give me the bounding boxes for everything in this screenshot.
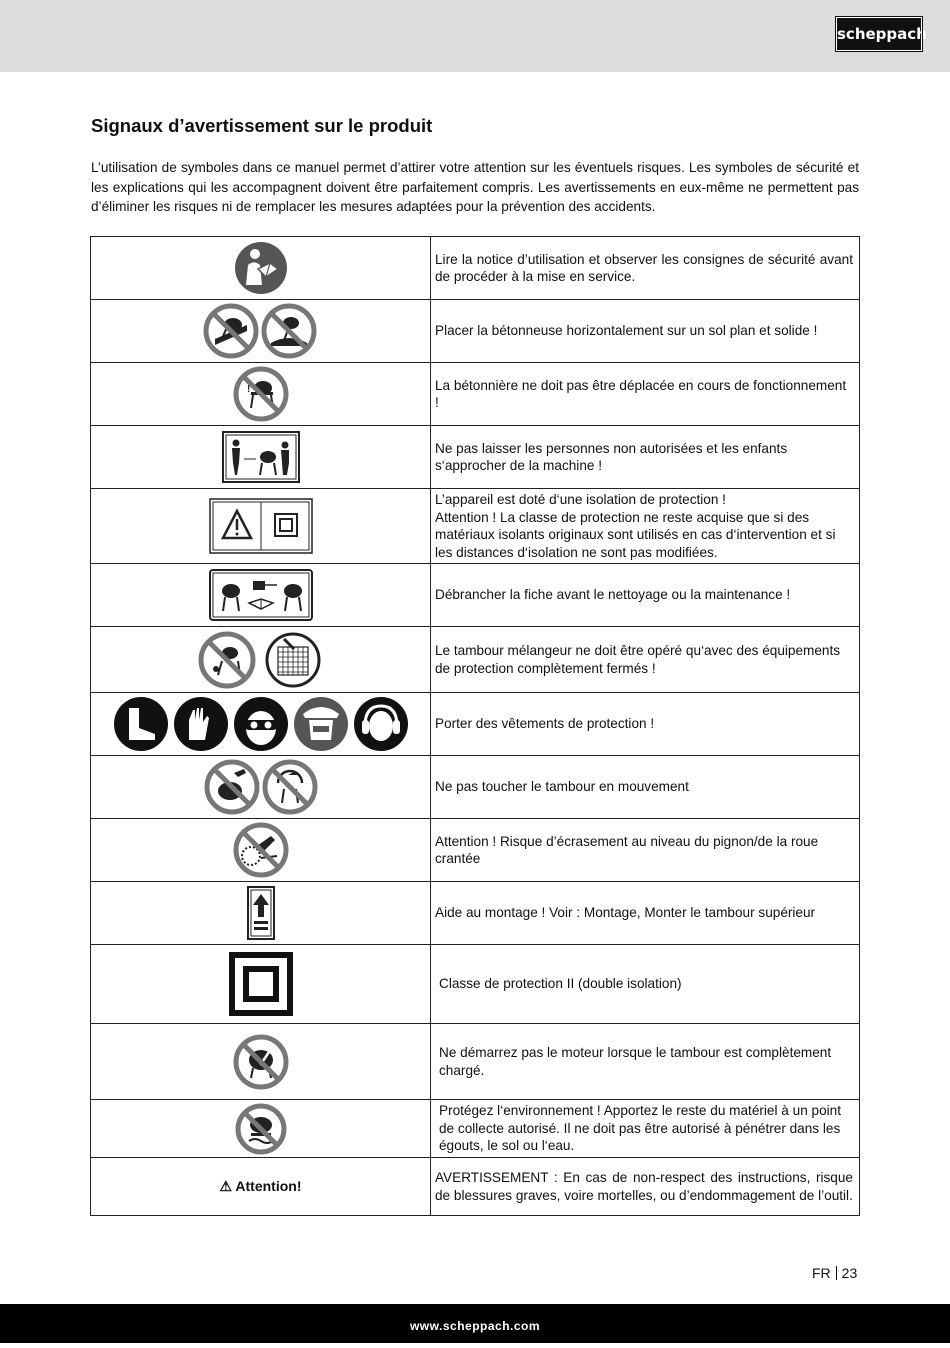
eye-protection-icon	[234, 697, 288, 751]
description-cell: Attention ! Risque d’écrasement au niveau du pignon/de la roue crantée	[431, 819, 860, 882]
description-cell: Aide au montage ! Voir : Montage, Monter le tambour supérieur	[431, 882, 860, 945]
symbol-cell	[91, 1158, 431, 1216]
symbol-cell	[91, 1024, 431, 1100]
description-cell: La bétonnière ne doit pas être déplacée en cours de fonctionnement !	[431, 363, 860, 426]
environment-icon	[235, 1103, 287, 1155]
symbol-cell	[91, 363, 431, 426]
class-ii-icon	[228, 951, 294, 1017]
description-cell: Ne pas toucher le tambour en mouvement	[431, 756, 860, 819]
description-line: L’appareil est doté d‘une isolation de protection !	[435, 492, 726, 507]
description-line: Attention ! La classe de protection ne reste acquise que si des matériaux isolants originaux sont utilisés en cas d‘intervention et si les distances d‘isolation ne sont pas modifiées.	[435, 509, 836, 560]
description-cell: Protégez l‘environnement ! Apportez le reste du matériel à un point de collecte autorisé. Il ne doit pas être autorisé à pénétrer dans les égouts, le sol ou l‘eau.	[431, 1100, 860, 1158]
description-cell: Placer la bétonneuse horizontalement sur un sol plan et solide !	[431, 300, 860, 363]
symbol-cell	[91, 1100, 431, 1158]
description-cell: Lire la notice d’utilisation et observer les consignes de sécurité avant de procéder à la mise en service.	[431, 237, 860, 300]
mounting-aid-icon	[246, 885, 276, 941]
table-row	[91, 819, 860, 882]
page-number-value: 23	[841, 1265, 858, 1281]
description-cell: Débrancher la fiche avant le nettoyage ou la maintenance !	[431, 564, 860, 627]
no-moving-while-running-icon	[233, 366, 289, 422]
table-row	[91, 945, 860, 1024]
symbol-cell	[91, 627, 431, 693]
symbol-cell	[91, 300, 431, 363]
unplug-before-maintenance-icon	[209, 569, 313, 621]
safety-boots-icon	[114, 697, 168, 751]
no-touch-drum-icon	[204, 759, 318, 815]
symbol-cell	[91, 756, 431, 819]
page-language: FR	[812, 1265, 831, 1281]
table-row	[91, 1024, 860, 1100]
table-row	[91, 882, 860, 945]
description-cell: Le tambour mélangeur ne doit être opéré qu‘avec des équipements de protection complètement fermés !	[431, 627, 860, 693]
table-row	[91, 363, 860, 426]
page-title: Signaux d’avertissement sur le produit	[91, 115, 433, 136]
symbol-cell	[91, 237, 431, 300]
guards-closed-icon	[198, 631, 324, 689]
footer-bar	[0, 1304, 950, 1343]
description-cell: AVERTISSEMENT : En cas de non-respect des instructions, risque de blessures graves, voire mortelles, ou d’endommagement de l’outil.	[431, 1158, 860, 1216]
brand-logo: scheppach	[836, 17, 922, 51]
read-manual-icon	[234, 241, 288, 295]
face-protection-icon	[294, 697, 348, 751]
symbol-cell	[91, 489, 431, 564]
svg-text:!: !	[246, 384, 250, 395]
symbol-cell	[91, 693, 431, 756]
table-row	[91, 1100, 860, 1158]
description-cell: Classe de protection II (double isolation)	[431, 945, 860, 1024]
table-row	[91, 756, 860, 819]
symbol-cell	[91, 882, 431, 945]
attention-label: ⚠ Attention!	[219, 1177, 302, 1194]
gloves-icon	[174, 697, 228, 751]
description-cell	[431, 489, 860, 564]
description-cell: Ne pas laisser les personnes non autorisées et les enfants s‘approcher de la machine !	[431, 426, 860, 489]
page-number	[812, 1265, 857, 1281]
description-cell: Porter des vêtements de protection !	[431, 693, 860, 756]
table-row	[91, 693, 860, 756]
table-row	[91, 627, 860, 693]
symbol-cell	[91, 945, 431, 1024]
table-row	[91, 426, 860, 489]
table-row	[91, 489, 860, 564]
intro-paragraph: L’utilisation de symboles dans ce manuel permet d’attirer votre attention sur les éventuels risques. Les symboles de sécurité et les explications qui les accompagnent doivent être parfaitement compris. Les avertissements en eux-même ne permettent pas d’éliminer les risques ni de remplacer les mesures adaptées pour la prévention des accidents.	[91, 160, 859, 214]
table-row	[91, 300, 860, 363]
table-row	[91, 564, 860, 627]
crush-hazard-icon	[233, 822, 289, 878]
no-uneven-ground-icon	[203, 303, 319, 359]
keep-distance-icon	[222, 431, 300, 483]
header-bar	[0, 0, 950, 72]
footer-url[interactable]: www.scheppach.com	[409, 1319, 541, 1333]
no-start-loaded-icon	[233, 1034, 289, 1090]
description-cell: Ne démarrez pas le moteur lorsque le tambour est complètement chargé.	[431, 1024, 860, 1100]
protection-insulation-icon	[209, 498, 313, 554]
symbol-cell	[91, 564, 431, 627]
symbol-cell	[91, 819, 431, 882]
symbol-cell	[91, 426, 431, 489]
hearing-protection-icon	[354, 697, 408, 751]
protective-clothing-icon	[113, 696, 409, 752]
table-row	[91, 237, 860, 300]
table-row	[91, 1158, 860, 1216]
symbols-table	[90, 236, 860, 1216]
page-separator	[836, 1266, 837, 1280]
